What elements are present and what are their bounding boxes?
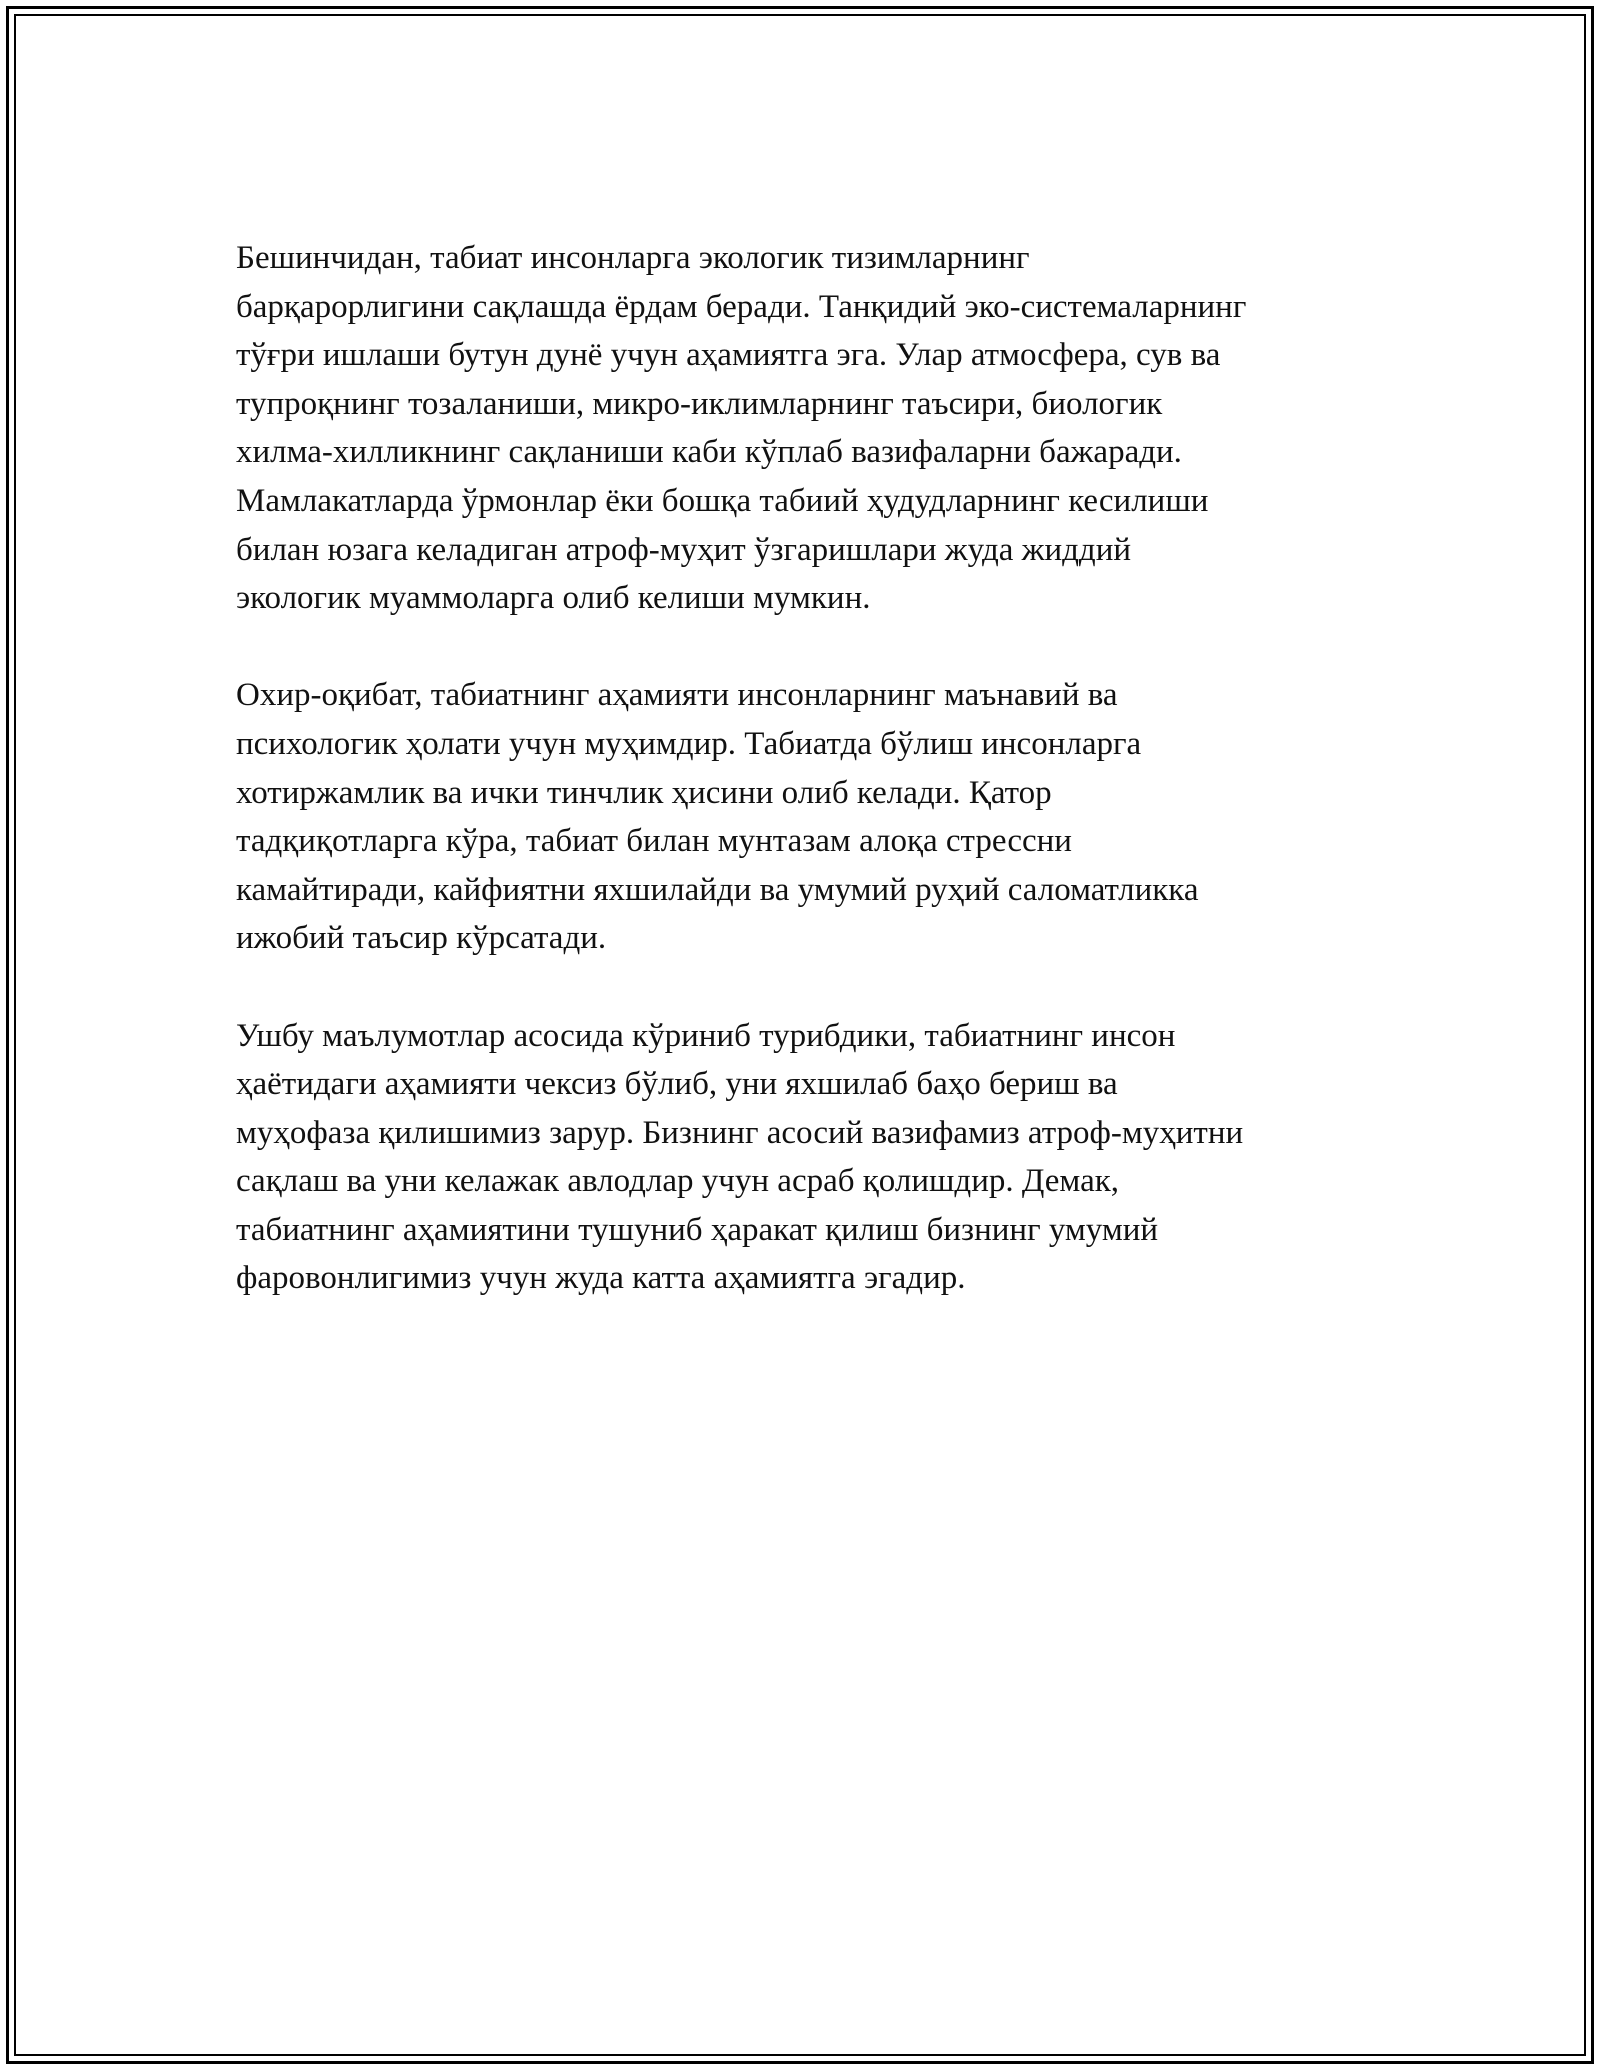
text-line: Ушбу маълумотлар асосида кўриниб турибдики, табиатнинг инсон bbox=[236, 1017, 1176, 1054]
text-line: Мамлакатларда ўрмонлар ёки бошқа табиий ҳудудларнинг кесилиши bbox=[236, 482, 1209, 519]
text-line: сақлаш ва уни келажак авлодлар учун асраб қолишдир. Демак, bbox=[236, 1163, 1120, 1200]
text-line: табиатнинг аҳамиятини тушуниб ҳаракат қилиш бизнинг умумий bbox=[236, 1211, 1159, 1248]
text-line: Бешинчидан, табиат инсонларга экологик тизимларнинг bbox=[236, 240, 1030, 276]
paragraph-3 bbox=[236, 1012, 1366, 1304]
text-line: камайтиради, кайфиятни яхшилайди ва умумий руҳий саломатликка bbox=[236, 871, 1199, 908]
text-line: хилма-хилликнинг сақланиши каби кўплаб вазифаларни бажаради. bbox=[236, 434, 1182, 471]
text-line: хотиржамлик ва ички тинчлик ҳисини олиб келади. Қатор bbox=[236, 774, 1052, 811]
text-line: тўғри ишлаши бутун дунё учун аҳамиятга эга. Улар атмосфера, сув ва bbox=[236, 337, 1221, 374]
text-line: ҳаётидаги аҳамияти чексиз бўлиб, уни яхшилаб баҳо бериш ва bbox=[236, 1066, 1118, 1103]
text-line: муҳофаза қилишимиз зарур. Бизнинг асосий вазифамиз атроф-муҳитни bbox=[236, 1114, 1244, 1151]
text-line: билан юзага келадиган атроф-муҳит ўзгаришлари жуда жиддий bbox=[236, 531, 1132, 568]
text-line: ижобий таъсир кўрсатади. bbox=[236, 920, 607, 957]
paragraph-2 bbox=[236, 671, 1366, 963]
text-line: фаровонлигимиз учун жуда катта аҳамиятга эгадир. bbox=[236, 1260, 966, 1297]
paragraph-1 bbox=[236, 234, 1366, 623]
text-line: барқарорлигини сақлашда ёрдам беради. Танқидий эко-системаларнинг bbox=[236, 288, 1247, 325]
text-line: Охир-оқибат, табиатнинг аҳамияти инсонларнинг маънавий ва bbox=[236, 677, 1118, 714]
text-line: психологик ҳолати учун муҳимдир. Табиатда бўлиш инсонларга bbox=[236, 725, 1142, 762]
text-line: тупроқнинг тозаланиши, микро-иклимларнинг таъсири, биологик bbox=[236, 385, 1163, 422]
text-line: тадқиқотларга кўра, табиат билан мунтазам алоқа стрессни bbox=[236, 823, 1072, 860]
document-body bbox=[236, 234, 1366, 1352]
text-line: экологик муаммоларга олиб келиши мумкин. bbox=[236, 580, 871, 617]
